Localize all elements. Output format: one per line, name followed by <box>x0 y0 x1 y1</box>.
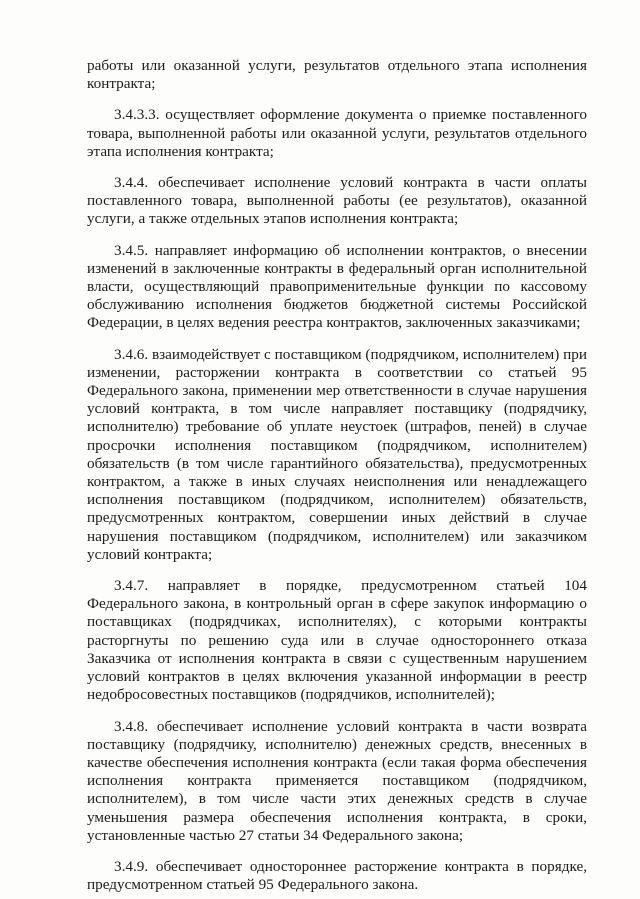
paragraph-3-4-5: 3.4.5. направляет информацию об исполнении контрактов, о внесении изменений в заключенные контракты в федеральный орган исполнительной власти, осуществляющий правоприменительные функции по кассовому обслуживанию исполнения бюджетов бюджетной системы Российской Федерации, в целях ведения реестра контрактов, заключенных заказчиками; <box>87 241 587 332</box>
paragraph-3-4-3-3: 3.4.3.3. осуществляет оформление документа о приемке поставленного товара, выполненной работы или оказанной услуги, результатов отдельного этапа исполнения контракта; <box>87 106 587 160</box>
paragraph-3-4-6: 3.4.6. взаимодействует с поставщиком (подрядчиком, исполнителем) при изменении, расторжении контракта в соответствии со статьей 95 Федерального закона, применении мер ответственности в случае нарушения условий контракта, в том числе направляет поставщику (подрядчику, исполнителю) требование об уплате неустоек (штрафов, пеней) в случае просрочки исполнения поставщиком (подрядчиком, исполнителем) обязательств (в том числе гарантийного обязательства), предусмотренных контрактом, а также в иных случаях неисполнения или ненадлежащего исполнения поставщиком (подрядчиком, исполнителем) обязательств, предусмотренных контрактом, совершении иных действий в случае нарушения поставщиком (подрядчиком, исполнителем) или заказчиком условий контракта; <box>87 345 587 563</box>
paragraph-3-4-4: 3.4.4. обеспечивает исполнение условий контракта в части оплаты поставленного товара, выполненной работы (ее результатов), оказанной услуги, а также отдельных этапов исполнения контракта; <box>87 174 587 228</box>
paragraph-3-4-9: 3.4.9. обеспечивает одностороннее расторжение контракта в порядке, предусмотренном статьей 95 Федерального закона. <box>87 857 587 894</box>
paragraph-continuation: работы или оказанной услуги, результатов отдельного этапа исполнения контракта; <box>87 57 587 93</box>
document-body <box>87 57 587 894</box>
paragraph-3-4-7: 3.4.7. направляет в порядке, предусмотренном статьей 104 Федерального закона, в контрольный орган в сфере закупок информацию о поставщиках (подрядчиках, исполнителях), с которыми контракты расторгнуты по решению суда или в случае одностороннего отказа Заказчика от исполнения контракта в связи с существенным нарушением условий контрактов в целях включения указанной информации в реестр недобросовестных поставщиков (подрядчиков, исполнителей); <box>87 577 587 704</box>
paragraph-3-4-8: 3.4.8. обеспечивает исполнение условий контракта в части возврата поставщику (подрядчику, исполнителю) денежных средств, внесенных в качестве обеспечения исполнения контракта (если такая форма обеспечения исполнения контракта применяется поставщиком (подрядчиком, исполнителем), в том числе части этих денежных средств в случае уменьшения размера обеспечения исполнения контракта, в сроки, установленные частью 27 статьи 34 Федерального закона; <box>87 717 587 844</box>
